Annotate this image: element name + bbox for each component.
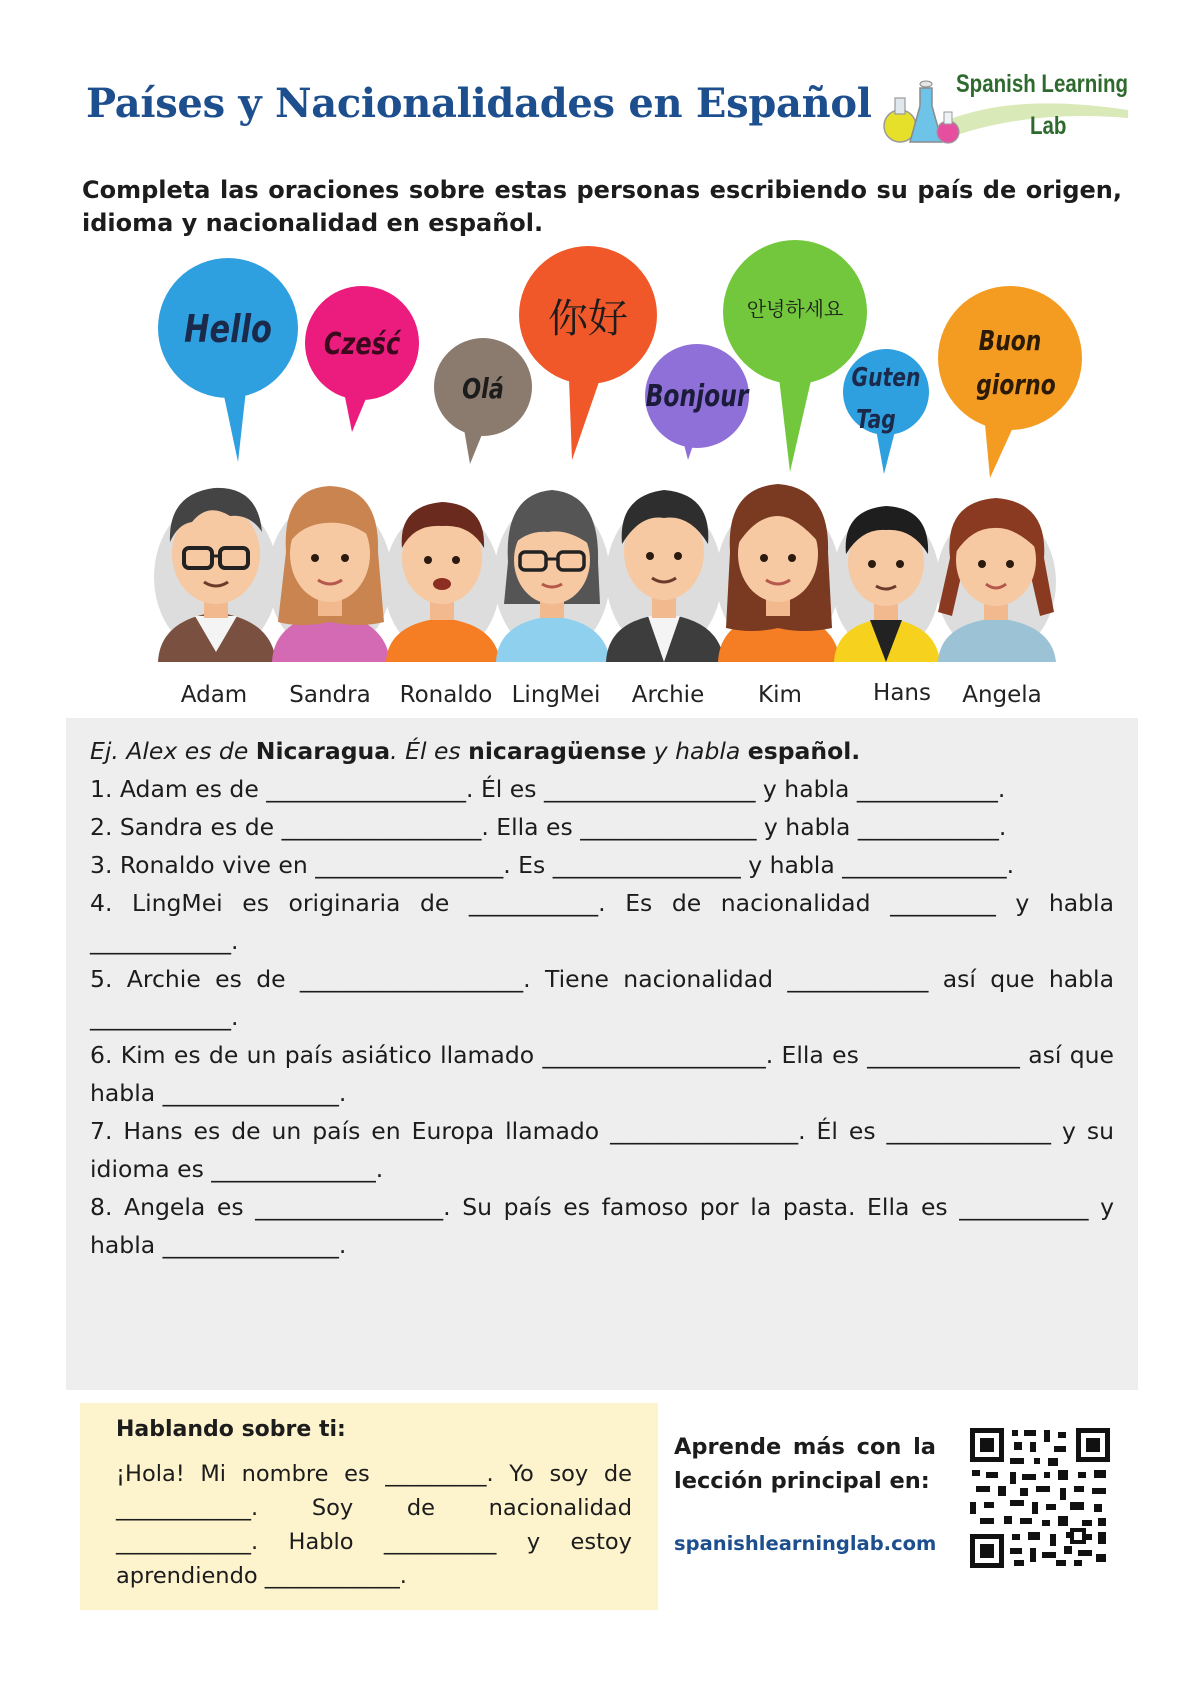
exercise-item-5[interactable]: 5. Archie es de ___________________. Tiene nacionalidad ____________ así que habla ____________. xyxy=(90,965,1114,1031)
bubble-text: 안녕하세요 xyxy=(746,297,844,321)
person-name: Angela xyxy=(962,682,1042,708)
person-adam xyxy=(154,488,278,662)
people-names xyxy=(0,682,1191,712)
person-name: Kim xyxy=(758,682,802,708)
bubble-text: giorno xyxy=(976,368,1056,401)
exercise-item-3[interactable]: 3. Ronaldo vive en ________________. Es ________________ y habla ______________. xyxy=(90,851,1015,879)
person-name: Hans xyxy=(873,680,931,706)
example-sentence xyxy=(90,732,1114,770)
example-language: español. xyxy=(747,737,861,765)
speech-bubble-czesc xyxy=(305,286,419,432)
exercise-item-4[interactable]: 4. LingMei es originaria de ___________. Es de nacionalidad _________ y habla ____________. xyxy=(90,889,1114,955)
person-name: Ronaldo xyxy=(399,682,493,708)
speech-bubble-annyeong xyxy=(723,240,867,472)
bubble-text: Hello xyxy=(184,307,272,352)
exercise-item-8[interactable]: 8. Angela es ________________. Su país es famoso por la pasta. Ella es ___________ y habla _______________. xyxy=(90,1193,1114,1259)
bubble-text: 你好 xyxy=(548,296,628,342)
learn-more-text: Aprende más con la lección principal en: xyxy=(674,1434,936,1494)
bubble-text: Bonjour xyxy=(645,379,749,414)
site-logo xyxy=(878,62,1128,162)
person-name: Adam xyxy=(180,682,248,708)
example-text: . Él es xyxy=(390,737,469,765)
person-sandra xyxy=(268,486,392,662)
exercise-item-7[interactable]: 7. Hans es de un país en Europa llamado ________________. Él es ______________ y su idioma es ______________. xyxy=(90,1117,1114,1183)
speech-bubble-hello xyxy=(158,258,298,462)
website-link[interactable]: spanishlearninglab.com xyxy=(674,1532,937,1555)
exercise-item-2[interactable]: 2. Sandra es de _________________. Ella es _______________ y habla ____________. xyxy=(90,813,1007,841)
exercise-item-6[interactable]: 6. Kim es de un país asiático llamado ___________________. Ella es _____________ así que habla _______________. xyxy=(90,1041,1114,1107)
about-you-title: Hablando sobre ti: xyxy=(116,1417,346,1442)
instructions: Completa las oraciones sobre estas personas escribiendo su país de origen, idioma y nacionalidad en español. xyxy=(82,176,1122,237)
speech-bubble-nihao xyxy=(519,246,657,460)
page-title: Países y Nacionalidades en Español xyxy=(86,80,872,127)
exercise-item-1[interactable]: 1. Adam es de _________________. Él es __________________ y habla ____________. xyxy=(90,775,1006,803)
person-archie xyxy=(606,490,724,662)
about-you-box xyxy=(80,1403,658,1610)
example-text: Ej. Alex es de xyxy=(90,737,256,765)
speech-bubble-buon-giorno xyxy=(938,286,1082,478)
person-name: Archie xyxy=(631,682,705,708)
person-hans xyxy=(832,506,940,662)
people-illustration xyxy=(0,232,1191,712)
person-name: LingMei xyxy=(511,682,601,708)
bubble-text: Olá xyxy=(462,371,504,405)
speech-bubble-bonjour xyxy=(645,344,750,460)
about-you-text[interactable]: ¡Hola! Mi nombre es _________. Yo soy de ____________. Soy de nacionalidad ____________. Hablo __________ y estoy aprendiendo ____________. xyxy=(116,1461,632,1589)
person-name: Sandra xyxy=(289,682,371,708)
person-kim xyxy=(716,484,840,662)
example-country: Nicaragua xyxy=(255,737,391,765)
example-nationality: nicaragüense xyxy=(468,737,647,765)
bubble-text: Buon xyxy=(978,324,1042,357)
person-ronaldo xyxy=(384,502,500,662)
speech-bubble-ola xyxy=(434,338,532,464)
bubble-text: Cześć xyxy=(323,327,401,362)
qr-code xyxy=(970,1428,1110,1568)
bubble-text: Tag xyxy=(856,404,896,435)
logo-text-lab: Lab xyxy=(1030,112,1067,140)
person-lingmei xyxy=(494,490,610,662)
example-text: y habla xyxy=(646,737,748,765)
logo-text: Spanish Learning xyxy=(956,70,1129,98)
person-angela xyxy=(936,498,1056,662)
bubble-shape xyxy=(938,286,1082,430)
exercise-box xyxy=(66,718,1138,1390)
speech-bubble-guten-tag xyxy=(843,349,929,474)
bubble-text: Guten xyxy=(851,362,921,393)
